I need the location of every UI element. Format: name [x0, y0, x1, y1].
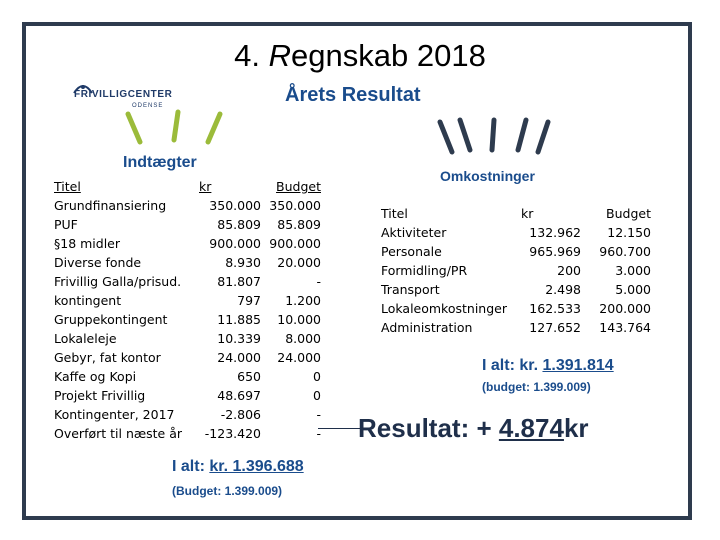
income-cell-kr: 10.339 [217, 331, 261, 346]
income-budget-note: (Budget: 1.399.009) [172, 484, 283, 498]
income-cell-title: Grundfinansiering [54, 198, 167, 213]
income-cell-budget: 900.000 [269, 236, 321, 251]
income-cell-title: PUF [54, 217, 78, 232]
expenses-cell-title: Formidling/PR [381, 263, 468, 278]
income-cell-title: Kaffe og Kopi [54, 369, 137, 384]
expenses-cell-budget: 5.000 [615, 282, 651, 297]
income-row [54, 215, 321, 234]
income-cell-budget: 20.000 [277, 255, 321, 270]
income-row [54, 329, 321, 348]
income-cell-title: Diverse fonde [54, 255, 142, 270]
income-cell-kr: -123.420 [204, 426, 261, 441]
title-number: 4. [234, 38, 261, 73]
expenses-total-label: I alt: kr. [482, 357, 543, 374]
income-cell-title: Lokaleleje [54, 331, 117, 346]
income-cell-budget: - [316, 407, 321, 422]
expenses-row [381, 223, 651, 242]
income-cell-title: Overført til næste år [54, 426, 183, 441]
income-cell-budget: 0 [313, 369, 321, 384]
income-cell-budget: - [316, 426, 321, 441]
title-rest: egnskab 2018 [291, 38, 486, 73]
income-cell-title: Frivillig Galla/prisud. [54, 274, 182, 289]
income-cell-kr: 81.807 [217, 274, 261, 289]
income-heading: Indtægter [123, 154, 197, 171]
expenses-col-kr: kr [521, 206, 534, 221]
result-value: 4.874 [498, 413, 564, 443]
income-cell-budget: 0 [313, 388, 321, 403]
page-title [0, 38, 720, 74]
income-row [54, 310, 321, 329]
income-cell-budget: 8.000 [285, 331, 321, 346]
income-cell-title: Kontingenter, 2017 [54, 407, 175, 422]
income-cell-budget: 85.809 [277, 217, 321, 232]
expenses-total [482, 357, 614, 375]
income-table [54, 177, 321, 443]
income-cell-title: Projekt Frivillig [54, 388, 146, 403]
expenses-cell-budget: 143.764 [599, 320, 651, 335]
income-cell-kr: 8.930 [225, 255, 261, 270]
expenses-header-row [381, 204, 651, 223]
expenses-cell-kr: 127.652 [529, 320, 581, 335]
expenses-cell-kr: 162.533 [529, 301, 581, 316]
income-cell-kr: 48.697 [217, 388, 261, 403]
title-letter: R [268, 38, 292, 73]
income-cell-kr: 24.000 [217, 350, 261, 365]
income-row [54, 196, 321, 215]
subtitle: Årets Resultat [285, 84, 421, 106]
income-cell-kr: 85.809 [217, 217, 261, 232]
income-col-budget: Budget [276, 179, 321, 194]
expenses-cell-title: Administration [381, 320, 473, 335]
expenses-cell-title: Aktiviteter [381, 225, 447, 240]
expenses-row [381, 318, 651, 337]
income-row [54, 348, 321, 367]
expenses-row [381, 261, 651, 280]
expenses-cell-kr: 965.969 [529, 244, 581, 259]
income-row [54, 386, 321, 405]
expenses-cell-title: Lokaleomkostninger [381, 301, 507, 316]
income-cell-kr: 650 [237, 369, 261, 384]
result-label: Resultat: + [358, 413, 499, 443]
income-total-value: kr. 1.396.688 [209, 458, 304, 475]
income-cell-budget: 10.000 [277, 312, 321, 327]
result [358, 413, 589, 444]
income-total [172, 458, 304, 476]
result-unit: kr [563, 413, 589, 443]
expenses-cell-budget: 960.700 [599, 244, 651, 259]
result-connector [318, 428, 360, 429]
expenses-row [381, 242, 651, 261]
expenses-cell-budget: 3.000 [615, 263, 651, 278]
expenses-cell-title: Transport [381, 282, 440, 297]
expenses-row [381, 299, 651, 318]
income-row [54, 424, 321, 443]
income-cell-budget: 1.200 [285, 293, 321, 308]
income-row [54, 253, 321, 272]
income-cell-budget: 350.000 [269, 198, 321, 213]
income-cell-kr: 900.000 [209, 236, 261, 251]
income-row [54, 405, 321, 424]
logo-name: FRIVILLIGCENTER [74, 89, 173, 100]
income-cell-title: §18 midler [54, 236, 121, 251]
expenses-cell-kr: 2.498 [545, 282, 581, 297]
expenses-budget-note: (budget: 1.399.009) [482, 380, 591, 394]
income-cell-kr: 11.885 [217, 312, 261, 327]
expenses-cell-kr: 132.962 [529, 225, 581, 240]
income-slashes-icon [120, 108, 230, 148]
income-cell-budget: 24.000 [277, 350, 321, 365]
expenses-row [381, 280, 651, 299]
income-cell-kr: -2.806 [220, 407, 261, 422]
expenses-cell-kr: 200 [557, 263, 581, 278]
expenses-cell-budget: 12.150 [607, 225, 651, 240]
income-header-row [54, 177, 321, 196]
income-cell-kr: 797 [237, 293, 261, 308]
expenses-slashes-icon [434, 116, 554, 156]
income-cell-title: Gebyr, fat kontor [54, 350, 161, 365]
logo-sub: ODENSE [132, 103, 164, 109]
expenses-total-value: 1.391.814 [542, 357, 614, 374]
expenses-col-budget: Budget [606, 206, 651, 221]
income-total-label: I alt: [172, 458, 210, 475]
income-cell-title: Gruppekontingent [54, 312, 168, 327]
income-cell-title: kontingent [54, 293, 122, 308]
expenses-cell-title: Personale [381, 244, 442, 259]
expenses-col-title: Titel [381, 206, 408, 221]
income-row [54, 272, 321, 291]
income-col-kr: kr [199, 179, 212, 194]
income-row [54, 234, 321, 253]
expenses-table [381, 204, 651, 337]
income-col-title: Titel [54, 179, 81, 194]
income-cell-budget: - [316, 274, 321, 289]
expenses-heading: Omkostninger [440, 168, 535, 184]
income-row [54, 367, 321, 386]
income-cell-kr: 350.000 [209, 198, 261, 213]
expenses-cell-budget: 200.000 [599, 301, 651, 316]
income-row [54, 291, 321, 310]
